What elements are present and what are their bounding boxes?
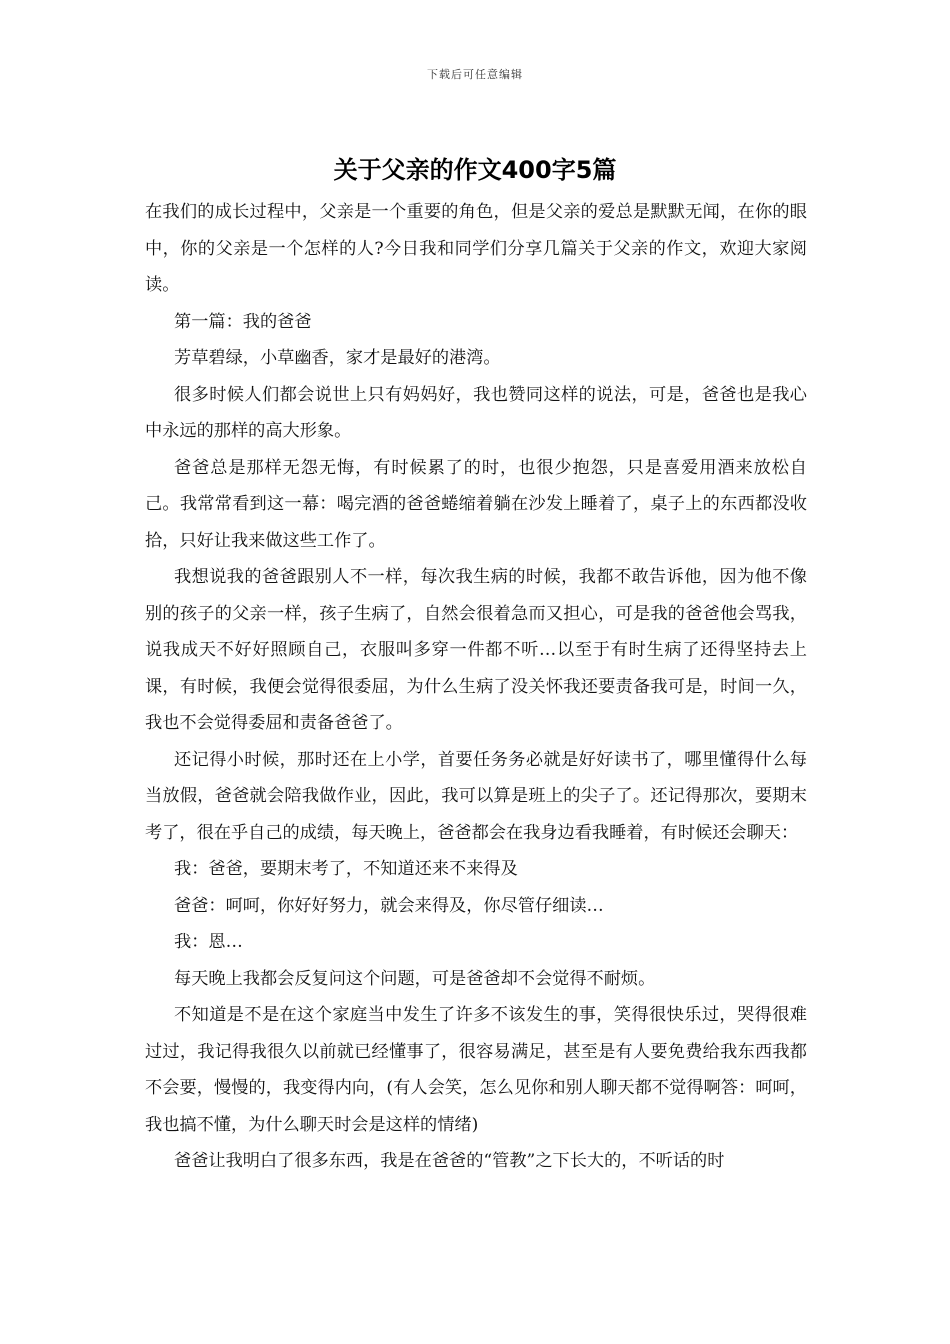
paragraph: 爸爸总是那样无怨无悔，有时候累了的时，也很少抱怨，只是喜爱用酒来放松自己。我常常看到这一幕：喝完酒的爸爸蜷缩着躺在沙发上睡着了，桌子上的东西都没收拾，只好让我来做这些工作了。 (145, 457, 807, 551)
paragraph: 爸爸让我明白了很多东西，我是在爸爸的“管教”之下长大的，不听话的时 (174, 1151, 725, 1171)
header-note: 下载后可任意编辑 (427, 68, 523, 81)
paragraph: 很多时候人们都会说世上只有妈妈好，我也赞同这样的说法，可是，爸爸也是我心中永远的那样的高大形象。 (145, 384, 807, 441)
paragraph: 不知道是不是在这个家庭当中发生了许多不该发生的事，笑得很快乐过，哭得很难过过，我记得我很久以前就已经懂事了，很容易满足，甚至是有人要免费给我东西我都不会要，慢慢的，我变得内向，(有人会笑，怎么见你和别人聊天都不觉得啊答：呵呵，我也搞不懂，为什么聊天时会是这样的情绪) (145, 1005, 807, 1135)
dialogue-line: 我：爸爸，要期末考了，不知道还来不来得及 (174, 859, 518, 879)
dialogue-line: 我：恩… (174, 932, 243, 952)
document-body (145, 194, 807, 1180)
paragraph-intro: 在我们的成长过程中，父亲是一个重要的角色，但是父亲的爱总是默默无闻，在你的眼中，你的父亲是一个怎样的人?今日我和同学们分享几篇关于父亲的作文，欢迎大家阅读。 (145, 202, 807, 295)
paragraph: 每天晚上我都会反复问这个问题，可是爸爸却不会觉得不耐烦。 (174, 968, 656, 989)
paragraph: 还记得小时候，那时还在上小学，首要任务务必就是好好读书了，哪里懂得什么每当放假，爸爸就会陪我做作业，因此，我可以算是班上的尖子了。还记得那次，要期末考了，很在乎自己的成绩，每天晚上，爸爸都会在我身边看我睡着，有时候还会聊天： (145, 749, 807, 843)
dialogue-line: 爸爸：呵呵，你好好努力，就会来得及，你尽管仔细读… (174, 895, 604, 916)
document-title: 关于父亲的作文400字5篇 (333, 156, 617, 184)
paragraph: 我想说我的爸爸跟别人不一样，每次我生病的时候，我都不敢告诉他，因为他不像别的孩子的父亲一样，孩子生病了，自然会很着急而又担心，可是我的爸爸他会骂我，说我成天不好好照顾自己，衣服叫多穿一件都不听…以至于有时生病了还得坚持去上课，有时候，我便会觉得很委屈，为什么生病了没关怀我还要责备我可是，时间一久，我也不会觉得委屈和责备爸爸了。 (145, 567, 807, 733)
paragraph: 芳草碧绿，小草幽香，家才是最好的港湾。 (174, 348, 501, 368)
section-heading: 第一篇：我的爸爸 (174, 311, 312, 332)
